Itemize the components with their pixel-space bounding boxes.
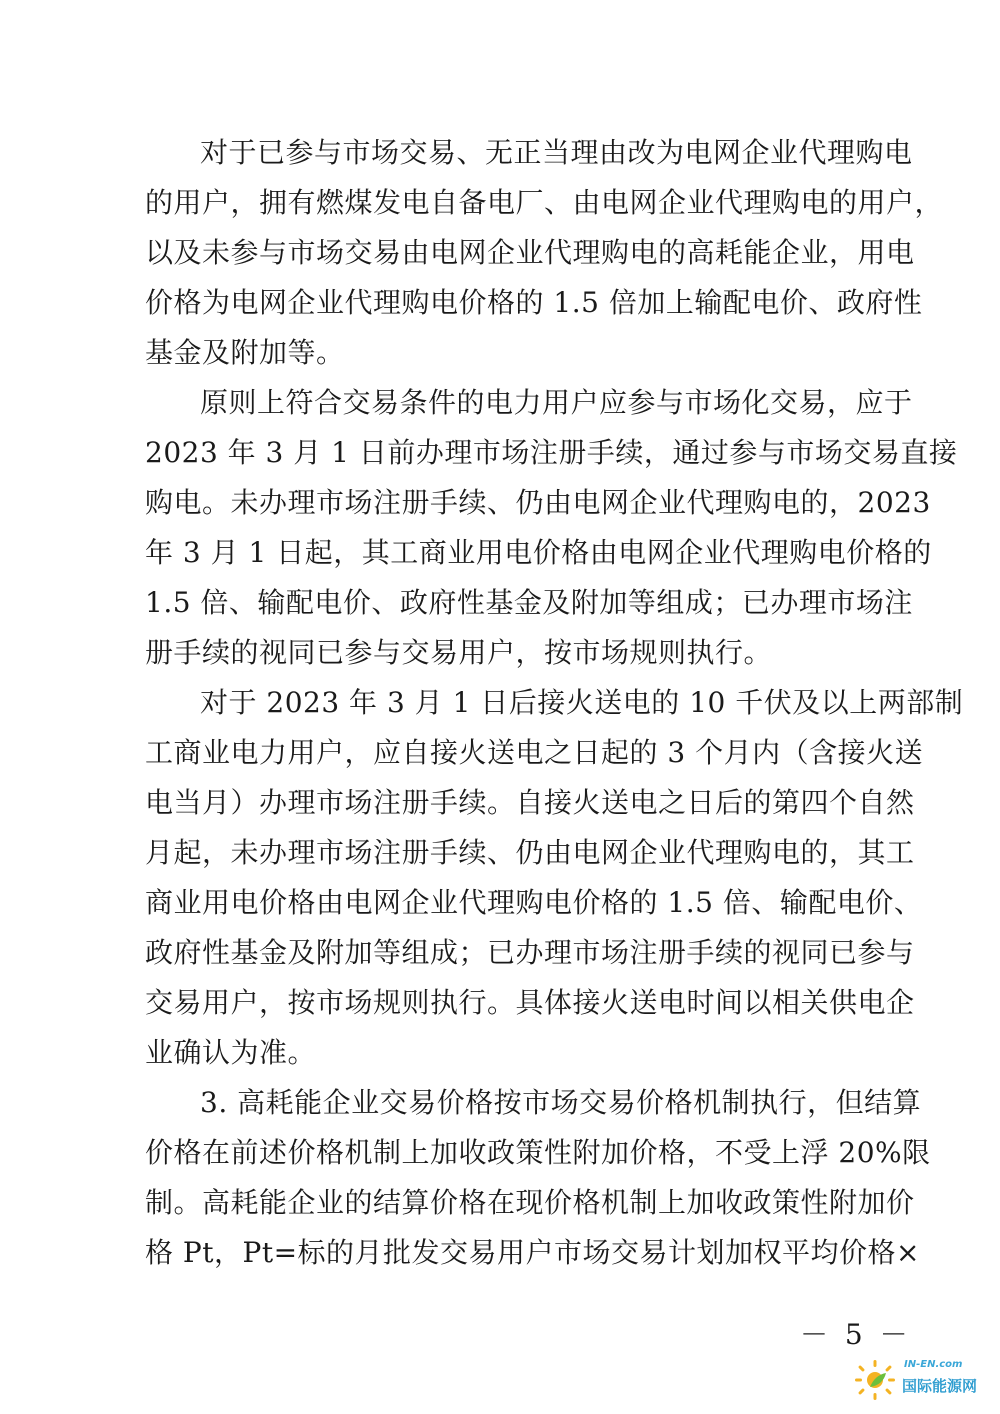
watermark-domain: IN-EN.com <box>904 1359 963 1370</box>
text-line: 的用户，拥有燃煤发电自备电厂、由电网企业代理购电的用户， <box>145 186 944 219</box>
text-line: 商业用电价格由电网企业代理购电价格的 1.5 倍、输配电价、 <box>145 886 923 919</box>
text-line: 业确认为准。 <box>145 1036 317 1069</box>
text-line: 政府性基金及附加等组成；已办理市场注册手续的视同已参与 <box>145 936 915 969</box>
text-line: 价格为电网企业代理购电价格的 1.5 倍加上输配电价、政府性 <box>145 286 923 319</box>
text-line: 1.5 倍、输配电价、政府性基金及附加等组成；已办理市场注 <box>145 586 913 619</box>
text-line: 册手续的视同已参与交易用户，按市场规则执行。 <box>145 636 773 669</box>
text-line: 以及未参与市场交易由电网企业代理购电的高耗能企业，用电 <box>145 236 915 269</box>
text-line: 购电。未办理市场注册手续、仍由电网企业代理购电的，2023 <box>145 486 931 519</box>
text-line: 格 Pt，Pt=标的月批发交易用户市场交易计划加权平均价格× <box>145 1236 921 1269</box>
watermark-name: 国际能源网 <box>902 1377 978 1395</box>
text-line: 交易用户，按市场规则执行。具体接火送电时间以相关供电企 <box>145 986 915 1019</box>
page-number: － 5 － <box>800 1318 912 1351</box>
text-line: 原则上符合交易条件的电力用户应参与市场化交易，应于 <box>200 386 913 419</box>
text-line: 基金及附加等。 <box>145 336 345 369</box>
text-line: 年 3 月 1 日起，其工商业用电价格由电网企业代理购电价格的 <box>145 536 932 569</box>
text-line: 3. 高耗能企业交易价格按市场交易价格机制执行，但结算 <box>200 1086 922 1119</box>
text-line: 2023 年 3 月 1 日前办理市场注册手续，通过参与市场交易直接 <box>145 436 958 469</box>
text-line: 工商业电力用户，应自接火送电之日起的 3 个月内（含接火送 <box>145 736 924 769</box>
text-line: 制。高耗能企业的结算价格在现价格机制上加收政策性附加价 <box>145 1186 915 1219</box>
watermark <box>852 1355 992 1405</box>
text-line: 对于 2023 年 3 月 1 日后接火送电的 10 千伏及以上两部制 <box>200 686 964 719</box>
text-line: 对于已参与市场交易、无正当理由改为电网企业代理购电 <box>200 136 913 169</box>
text-line: 电当月）办理市场注册手续。自接火送电之日后的第四个自然 <box>145 786 915 819</box>
text-line: 月起，未办理市场注册手续、仍由电网企业代理购电的，其工 <box>145 836 915 869</box>
sun-leaf-logo-icon <box>852 1357 898 1403</box>
text-line: 价格在前述价格机制上加收政策性附加价格，不受上浮 20%限 <box>145 1136 931 1169</box>
